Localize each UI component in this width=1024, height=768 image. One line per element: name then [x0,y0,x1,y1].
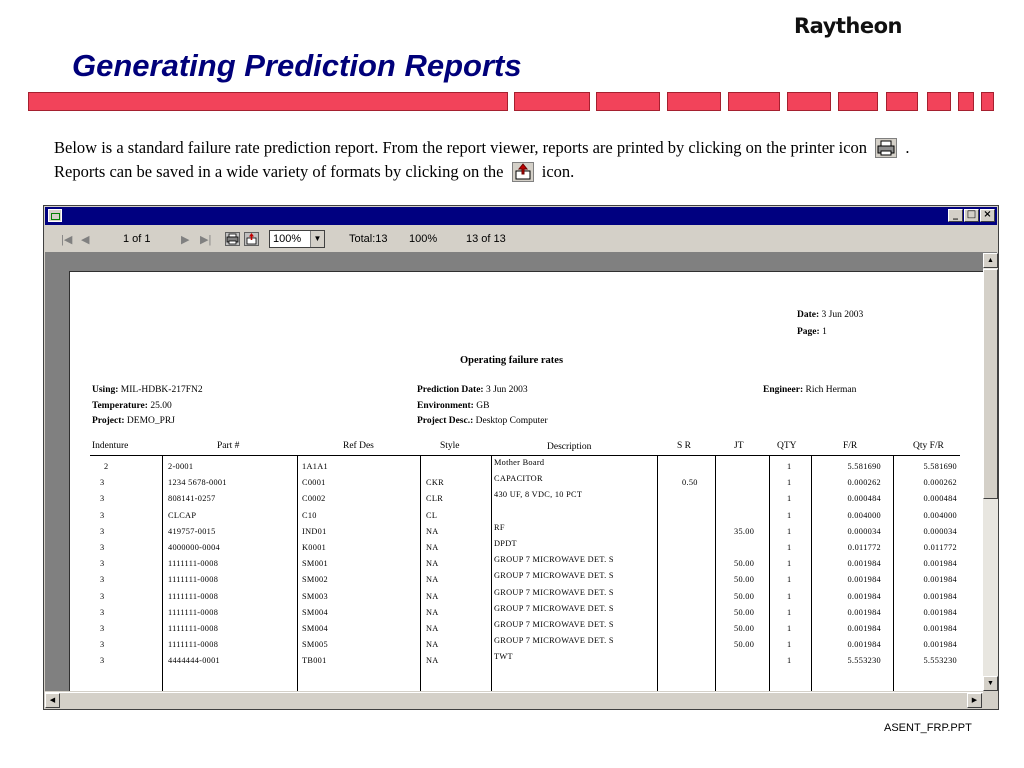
col-header-indenture: Indenture [92,441,129,451]
cell-fr: 0.000484 [847,494,881,504]
intro-paragraph [54,136,954,184]
cell-indenture: 3 [100,526,105,536]
cell-part: 419757-0015 [168,526,216,536]
engineer-label: Engineer: [763,385,804,395]
cell-desc: TWT [494,652,513,662]
percent-label: 100% [409,233,438,245]
cell-fr: 0.004000 [847,510,881,520]
report-title: Operating failure rates [460,355,564,366]
cell-style: NA [426,640,439,650]
cell-part: 1111111-0008 [168,591,219,601]
cell-fr: 0.001984 [847,624,881,633]
cell-qty: 1 [787,526,792,536]
cell-jt: 50.00 [734,607,755,617]
col-header-qty: QTY [777,441,797,451]
scroll-down-icon[interactable]: ▼ [983,676,998,691]
scroll-left-icon[interactable]: ◀ [45,693,60,708]
cell-desc: GROUP 7 MICROWAVE DET. S [494,571,614,581]
col-header-part: Part # [217,441,240,451]
raytheon-logo: Raytheon [794,14,902,38]
cell-desc: GROUP 7 MICROWAVE DET. S [494,603,614,613]
cell-part: 2-0001 [168,462,194,471]
viewer-toolbar [45,226,997,253]
cell-ref: SM001 [302,559,328,569]
cell-jt: 35.00 [734,526,755,536]
window-titlebar[interactable] [45,207,997,225]
cell-indenture: 3 [100,543,105,552]
cell-style: NA [426,526,439,536]
cell-part: 1234 5678-0001 [168,478,227,488]
cell-ref: SM004 [302,624,328,633]
engineer-value: Rich Herman [805,385,857,395]
cell-qfr: 5.581690 [923,462,957,471]
cell-ref: C0001 [302,478,326,488]
col-header-fr: F/R [843,441,858,451]
page-indicator: 1 of 1 [123,233,151,245]
page-value: 1 [822,327,827,337]
cell-style: NA [426,559,439,569]
total-label: Total:13 [349,233,388,245]
using-label: Using: [92,385,119,395]
date-value: 3 Jun 2003 [821,310,864,320]
project-label: Project: [92,416,125,426]
cell-qfr: 0.001984 [923,559,957,569]
slide-footer: ASENT_FRP.PPT [884,722,972,734]
record-count-label: 13 of 13 [466,233,506,245]
cell-qfr: 0.001984 [923,591,957,601]
cell-desc: RF [494,522,505,532]
cell-desc: CAPACITOR [494,474,543,484]
zoom-value: 100% [273,233,302,245]
project-desc-value: Desktop Computer [475,416,548,426]
cell-desc: GROUP 7 MICROWAVE DET. S [494,587,614,597]
cell-fr: 0.001984 [847,607,881,617]
vertical-scrollbar[interactable] [983,253,998,691]
cell-style: NA [426,575,439,585]
export-icon[interactable] [244,232,259,246]
cell-style: NA [426,656,439,666]
cell-part: 1111111-0008 [168,575,219,585]
cell-style: NA [426,543,439,552]
vertical-scroll-thumb[interactable] [983,269,998,499]
cell-part: 1111111-0008 [168,607,219,617]
col-header-jt: JT [734,441,744,451]
cell-part: CLCAP [168,510,197,520]
cell-style: CKR [426,478,444,488]
cell-desc: GROUP 7 MICROWAVE DET. S [494,555,614,565]
cell-ref: SM003 [302,591,328,601]
minimize-button[interactable]: _ [948,209,963,222]
cell-ref: TB001 [302,656,327,666]
cell-qfr: 0.001984 [923,624,957,633]
cell-fr: 0.011772 [847,543,881,552]
cell-jt: 50.00 [734,559,755,569]
temperature-label: Temperature: [92,401,148,411]
slide-title: Generating Prediction Reports [72,48,522,83]
cell-ref: SM004 [302,607,328,617]
zoom-select[interactable] [269,230,325,248]
cell-ref: SM005 [302,640,328,650]
cell-fr: 0.001984 [847,559,881,569]
cell-fr: 0.000034 [847,526,881,536]
cell-indenture: 3 [100,607,105,617]
col-header-qtyfr: Qty F/R [913,441,944,451]
printer-icon [875,138,897,158]
col-header-sr: S R [677,441,691,451]
cell-indenture: 3 [100,575,105,585]
temperature-value: 25.00 [150,401,172,411]
cell-ref: 1A1A1 [302,462,328,471]
cell-qty: 1 [787,591,792,601]
close-button[interactable]: × [980,209,995,222]
cell-part: 1111111-0008 [168,640,219,650]
cell-qfr: 5.553230 [923,656,957,666]
cell-ref: IND01 [302,526,327,536]
maximize-button[interactable]: □ [964,209,979,222]
cell-indenture: 3 [100,510,105,520]
cell-indenture: 3 [100,591,105,601]
export-icon [512,162,534,182]
cell-fr: 0.000262 [847,478,881,488]
cell-qfr: 0.001984 [923,575,957,585]
app-icon [48,209,62,222]
cell-ref: K0001 [302,543,327,552]
cell-qfr: 0.001984 [923,640,957,650]
col-header-description: Description [547,442,592,452]
cell-indenture: 3 [100,478,105,488]
cell-fr: 0.001984 [847,575,881,585]
page-label: Page: [797,327,820,337]
cell-qfr: 0.011772 [923,543,957,552]
printer-icon[interactable] [225,232,240,246]
cell-qfr: 0.000262 [923,478,957,488]
cell-style: CL [426,510,438,520]
intro-text-2: . Reports can be saved in a wide variety of formats by clicking on the [54,138,910,181]
cell-desc: Mother Board [494,458,545,467]
col-header-refdes: Ref Des [343,441,374,451]
cell-style: CLR [426,494,444,504]
scroll-up-icon[interactable]: ▲ [983,253,998,268]
cell-qty: 1 [787,607,792,617]
cell-desc: GROUP 7 MICROWAVE DET. S [494,620,614,629]
resize-grip-icon[interactable] [983,692,998,708]
report-viewer-window [43,205,999,710]
cell-qty: 1 [787,462,792,471]
horizontal-scrollbar[interactable] [45,692,983,708]
cell-part: 1111111-0008 [168,559,219,569]
cell-qty: 1 [787,543,792,552]
cell-qty: 1 [787,478,792,488]
cell-indenture: 2 [104,462,109,471]
intro-text-1: Below is a standard failure rate prediction report. From the report viewer, reports are printed by clicking on the printer icon [54,138,868,157]
cell-style: NA [426,591,439,601]
cell-part: 4444444-0001 [168,656,220,666]
cell-sr: 0.50 [682,478,698,488]
cell-fr: 0.001984 [847,591,881,601]
cell-indenture: 3 [100,656,105,666]
prediction-date-value: 3 Jun 2003 [485,385,528,395]
cell-part: 808141-0257 [168,494,216,504]
cell-qfr: 0.001984 [923,607,957,617]
cell-part: 4000000-0004 [168,543,220,552]
cell-desc: GROUP 7 MICROWAVE DET. S [494,636,614,646]
date-label: Date: [797,310,820,320]
col-header-style: Style [440,441,460,451]
environment-value: GB [476,401,490,411]
cell-jt: 50.00 [734,591,755,601]
prediction-date-label: Prediction Date: [417,385,484,395]
cell-jt: 50.00 [734,640,755,650]
cell-qty: 1 [787,575,792,585]
project-value: DEMO_PRJ [126,416,175,426]
using-value: MIL-HDBK-217FN2 [120,385,203,395]
chevron-down-icon[interactable]: ▼ [310,231,324,247]
cell-qty: 1 [787,656,792,666]
next-page-icon[interactable]: ▶ [181,234,190,246]
cell-qfr: 0.000484 [923,494,957,504]
project-desc-label: Project Desc.: [417,416,474,426]
cell-jt: 50.00 [734,575,755,585]
report-page [69,271,983,691]
environment-label: Environment: [417,401,474,411]
cell-ref: C0002 [302,494,326,504]
last-page-icon[interactable]: ▶| [200,234,212,246]
cell-fr: 5.581690 [847,462,881,471]
cell-desc: DPDT [494,539,517,548]
prev-page-icon[interactable]: ◀ [81,234,90,246]
intro-text-3: icon. [541,162,575,181]
cell-indenture: 3 [100,640,105,650]
cell-fr: 5.553230 [847,656,881,666]
cell-indenture: 3 [100,624,105,633]
cell-ref: SM002 [302,575,328,585]
report-viewport [45,253,983,691]
cell-style: NA [426,607,439,617]
cell-jt: 50.00 [734,624,755,633]
cell-desc: 430 UF, 8 VDC, 10 PCT [494,490,583,500]
cell-qfr: 0.004000 [923,510,957,520]
cell-style: NA [426,624,439,633]
cell-qfr: 0.000034 [923,526,957,536]
cell-qty: 1 [787,494,792,504]
cell-qty: 1 [787,640,792,650]
cell-indenture: 3 [100,494,105,504]
table-header-rule [90,455,960,456]
scroll-right-icon[interactable]: ▶ [967,693,982,708]
cell-ref: C10 [302,510,317,520]
cell-qty: 1 [787,510,792,520]
first-page-icon[interactable]: |◀ [61,234,73,246]
cell-qty: 1 [787,624,792,633]
cell-fr: 0.001984 [847,640,881,650]
cell-qty: 1 [787,559,792,569]
cell-part: 1111111-0008 [168,624,219,633]
cell-indenture: 3 [100,559,105,569]
